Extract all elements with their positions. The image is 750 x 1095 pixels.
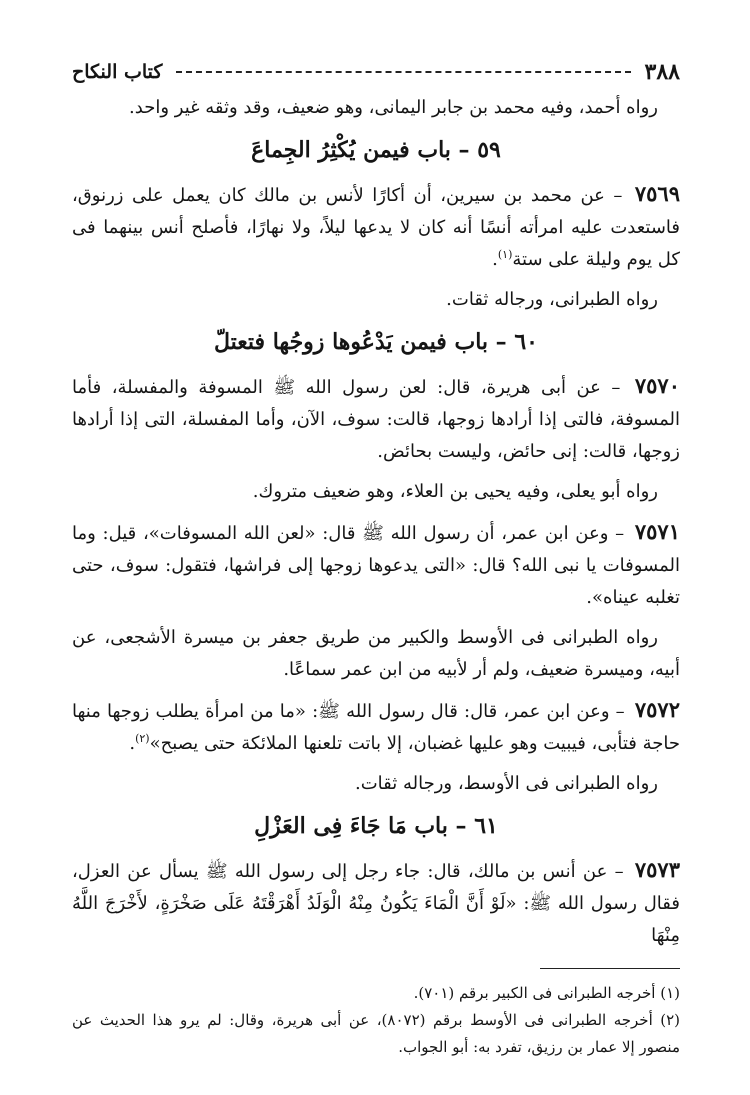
hadith-number: ٧٥٦٩	[634, 181, 680, 206]
hadith-7571	[72, 516, 680, 614]
hadith-number: ٧٥٧٢	[634, 697, 680, 722]
hadith-7572: ٧٥٧٢ – وعن ابن عمر، قال: قال رسول الله ﷺ: «ما من امرأة يطلب زوجها منها حاجة فتأبى، فيبيت وهو عليها غضبان، إلا باتت تلعنها الملائكة حتى يصبح»$^{(٢)}$.	[72, 697, 680, 754]
hadith-number: ٧٥٧٠	[634, 373, 680, 398]
source-note: رواه الطبرانى فى الأوسط والكبير من طريق جعفر بن ميسرة الأشجعى، عن أبيه، وميسرة ضعيف، ولم أر لأبيه من ابن عمر سماعًا.	[72, 627, 680, 680]
page-body	[72, 92, 680, 950]
hadith-text: – عن محمد بن سيرين، أن أكارًا لأنس بن مالك كان يعمل على زرنوق، فاستعدت عليه امرأته أنسًا أنه كان لا يدعها ليلاً، ولا نهارًا، فأصلح أنس بينهما فى كل يوم وليلة على ستة	[72, 185, 680, 270]
book-title: كتاب النكاح	[72, 61, 163, 83]
hadith-text: – عن أنس بن مالك، قال: جاء رجل إلى رسول الله ﷺ يسأل عن العزل، فقال رسول الله ﷺ: «لَوْ أَنَّ الْمَاءَ يَكُونُ مِنْهُ الْوَلَدُ أَهْرَقْتَهُ عَلَى صَخْرَةٍ، لأَخْرَجَ اللَّهُ مِنْهَا	[72, 861, 680, 946]
header-divider	[176, 71, 630, 73]
page-header	[72, 52, 680, 92]
source-note: رواه الطبرانى فى الأوسط، ورجاله ثقات.	[355, 773, 658, 794]
footnote-2: (٢) أخرجه الطبرانى فى الأوسط برقم (٨٠٧٢)، عن أبى هريرة، وقال: لم يرو هذا الحديث عن منصور إلا عمار بن رزيق، تفرد به: أبو الجواب.	[72, 1011, 681, 1056]
hadith-text: – عن أبى هريرة، قال: لعن رسول الله ﷺ المسوفة والمفسلة، فأما المسوفة، فالتى إذا أرادها زوجها، قالت: سوف، الآن، وأما المفسلة، التى إذا أرادها زوجها، قالت: إنى حائض، وليست بحائض.	[72, 377, 680, 462]
hadith-number: ٧٥٧١	[634, 519, 680, 544]
hadith-number: ٧٥٧٣	[634, 857, 680, 882]
hadith-7569: ٧٥٦٩ – عن محمد بن سيرين، أن أكارًا لأنس بن مالك كان يعمل على زرنوق، فاستعدت عليه امرأته أنسًا أنه كان لا يدعها ليلاً، ولا نهارًا، فأصلح أنس بينهما فى كل يوم وليلة على ستة$^{(١)}$.	[72, 181, 680, 270]
footnote-1: (١) أخرجه الطبرانى فى الكبير برقم (٧٠١).	[413, 984, 680, 1002]
hadith-text: – وعن ابن عمر، قال: قال رسول الله ﷺ: «ما من امرأة يطلب زوجها منها حاجة فتأبى، فيبيت وهو عليها غضبان، إلا باتت تلعنها الملائكة حتى يصبح»	[72, 701, 680, 754]
source-note: رواه أبو يعلى، وفيه يحيى بن العلاء، وهو ضعيف متروك.	[252, 481, 658, 502]
chapter-heading-59: ٥٩ – باب فيمن يُكْثِرُ الجِماعَ	[251, 137, 501, 163]
source-note: رواه أحمد، وفيه محمد بن جابر اليمانى، وهو ضعيف، وقد وثقه غير واحد.	[129, 97, 658, 118]
source-note: رواه الطبرانى، ورجاله ثقات.	[446, 289, 658, 310]
footnote-separator	[540, 968, 680, 969]
footnote-ref[interactable]: (١)	[497, 248, 513, 261]
hadith-text: – وعن ابن عمر، أن رسول الله ﷺ قال: «لعن الله المسوفات»، قيل: وما المسوفات يا نبى الله؟ قال: «التى يدعوها زوجها إلى فراشها، فتقول: سوف، حتى تغلبه عيناه».	[72, 523, 680, 608]
hadith-7573	[72, 854, 680, 952]
chapter-heading-61: ٦١ – باب مَا جَاءَ فِى العَزْلِ	[254, 813, 498, 839]
hadith-7570	[72, 370, 680, 468]
page-number: ٣٨٨	[644, 59, 680, 85]
chapter-heading-60: ٦٠ – باب فيمن يَدْعُوها زوجُها فتعتلّ	[214, 329, 538, 355]
footnote-ref[interactable]: (٢)	[135, 732, 150, 745]
footnotes	[72, 980, 680, 1061]
